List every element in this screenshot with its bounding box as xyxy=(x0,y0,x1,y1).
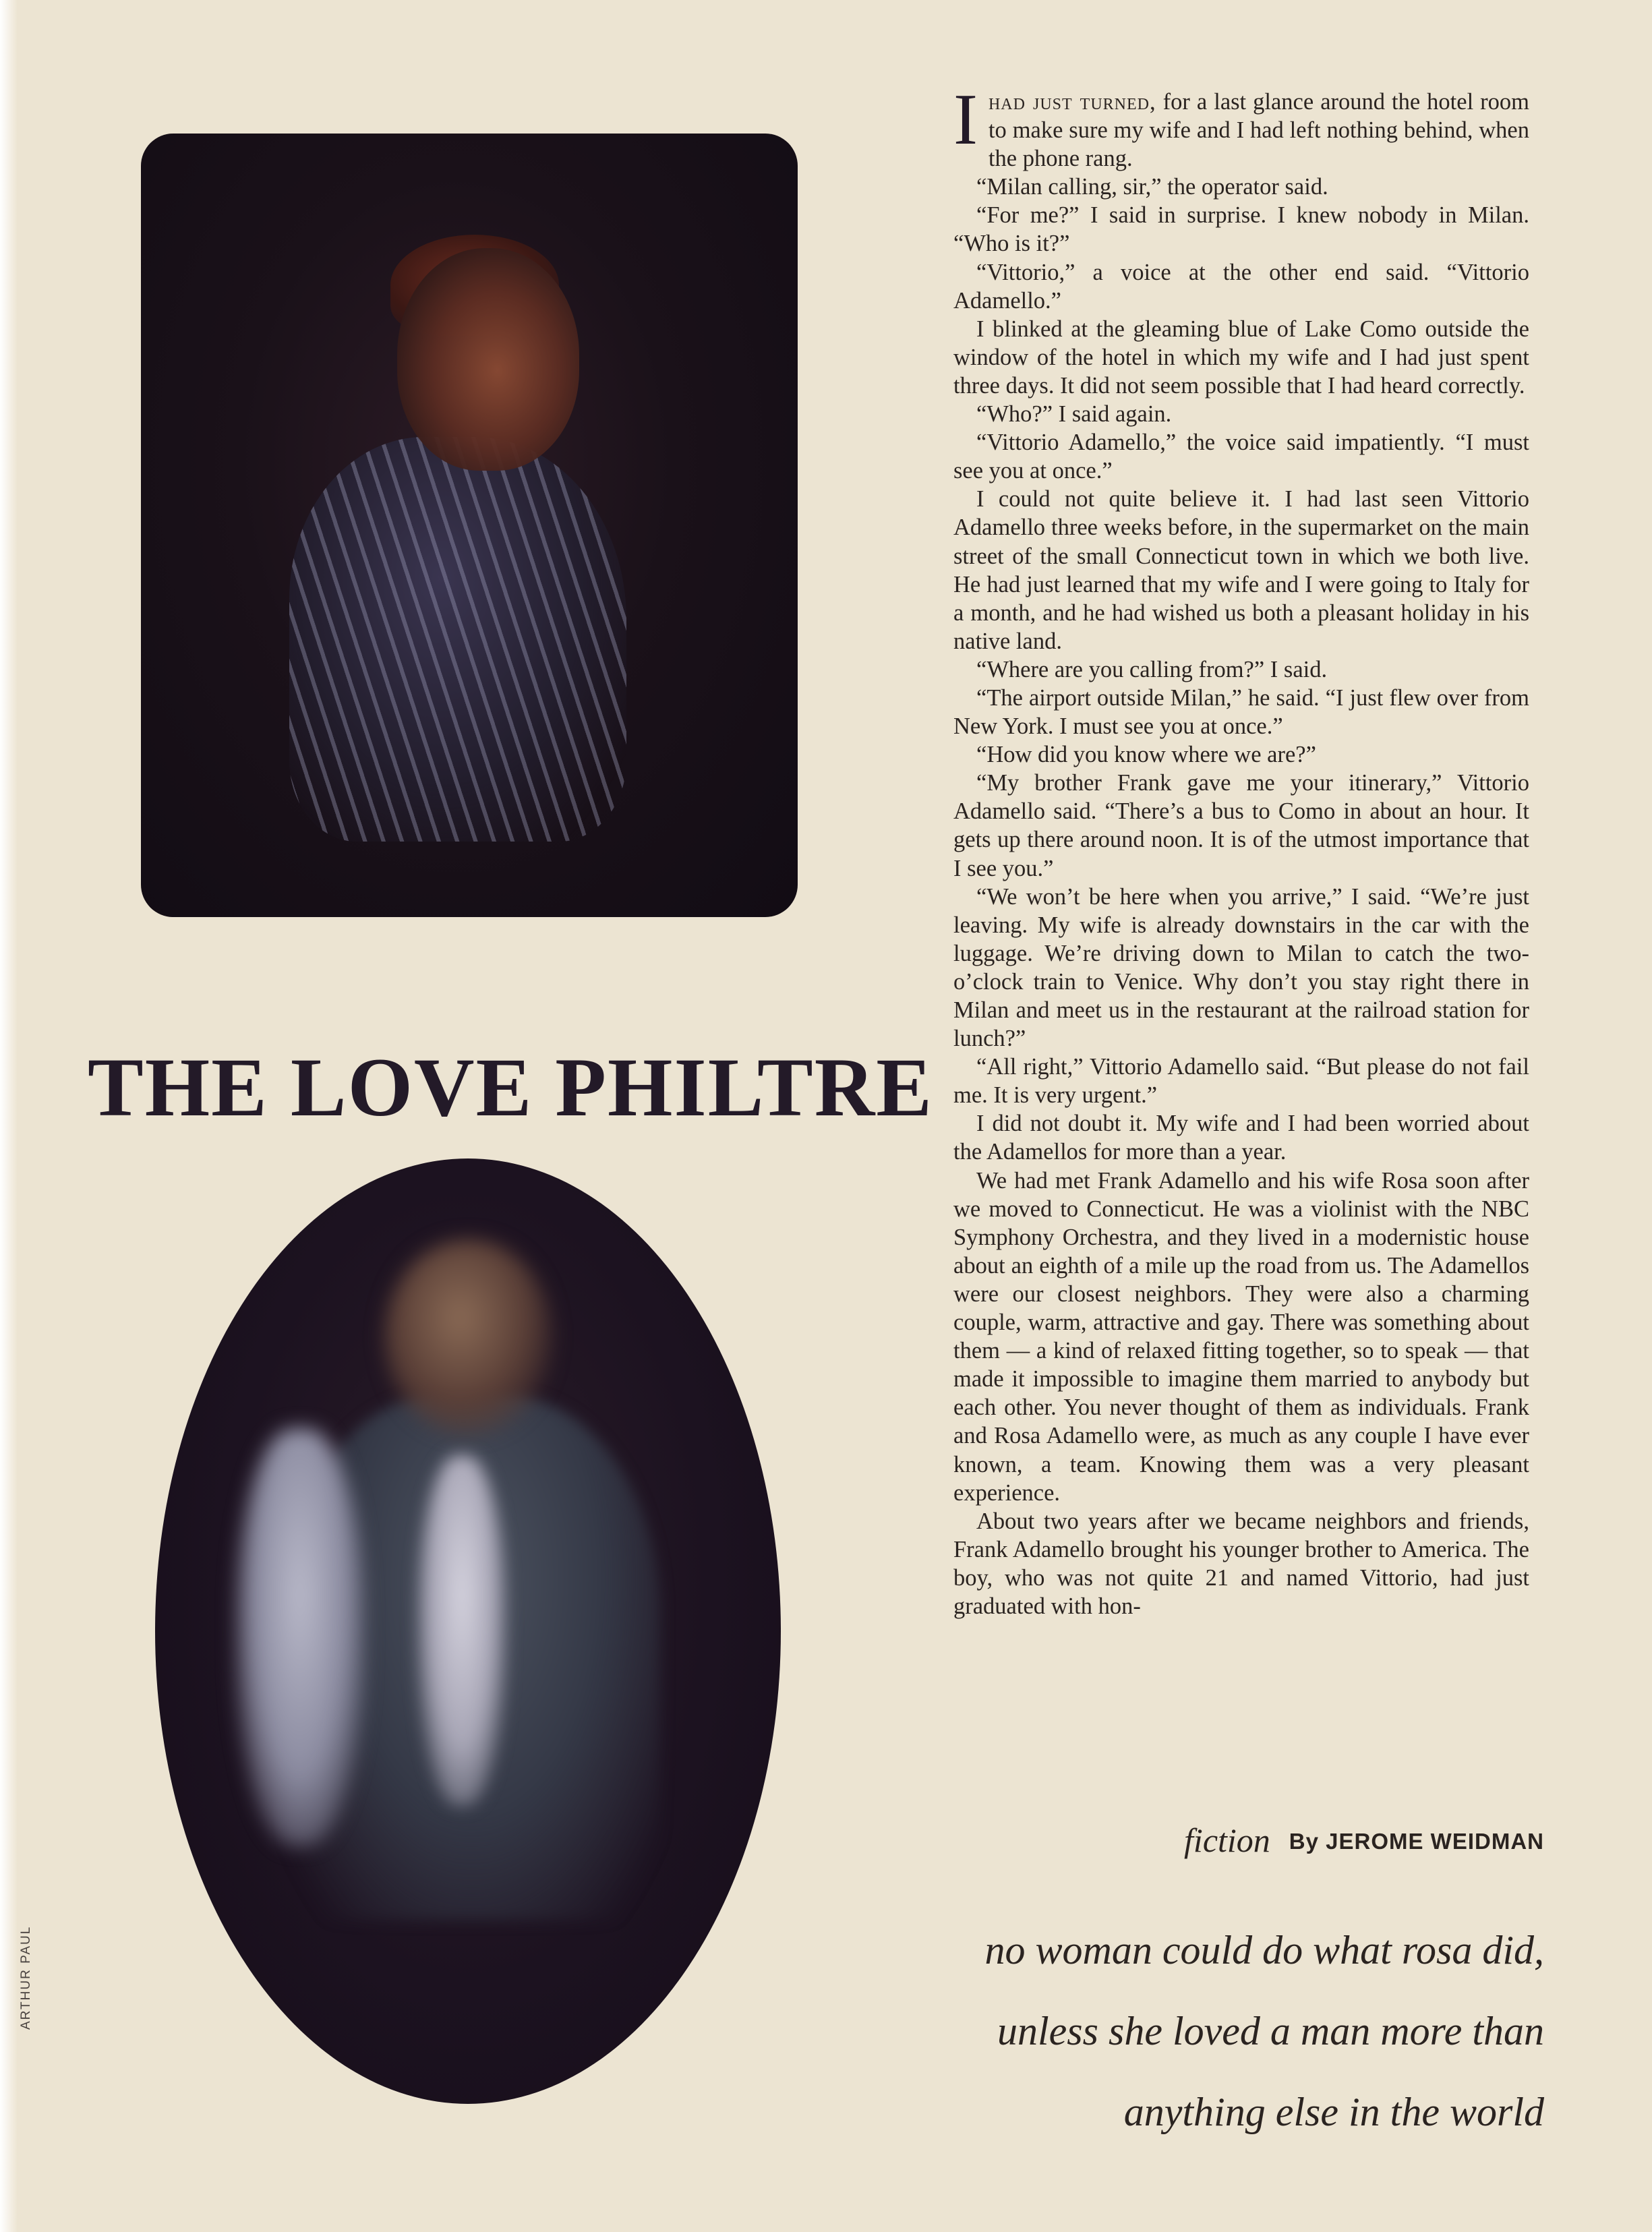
illustrator-credit: ARTHUR PAUL xyxy=(19,1925,33,2030)
story-paragraph: “Milan calling, sir,” the operator said. xyxy=(976,174,1328,200)
lead-smallcaps: had just turned, xyxy=(988,89,1156,115)
byline xyxy=(1184,1821,1544,1860)
photo-figure-head xyxy=(397,248,579,471)
story-paragraph: “Vittorio,” a voice at the other end said. “Vittorio Adamello.” xyxy=(953,259,1529,314)
story-paragraph: “Vittorio Adamello,” the voice said impatiently. “I must see you at once.” xyxy=(953,430,1529,484)
story-paragraph: I did not doubt it. My wife and I had been worried about the Adamellos for more than a year. xyxy=(953,1111,1529,1165)
story-paragraph: “My brother Frank gave me your itinerary,” Vittorio Adamello said. “There’s a bus to Como in about an hour. It gets up there around noon. It is of the utmost importance that I see you.” xyxy=(953,770,1529,881)
deck-line: unless she loved a man more than xyxy=(997,2009,1544,2053)
author-name: By JEROME WEIDMAN xyxy=(1289,1829,1544,1854)
oval-photograph xyxy=(155,1158,781,2104)
story-paragraph: We had met Frank Adamello and his wife Rosa soon after we moved to Connecticut. He was a violinist with the NBC Symphony Orchestra, and they lived in a modernistic house about an eighth of a mile up the road from us. The Adamellos were our closest neighbors. They were also a charming couple, warm, attractive and gay. There was something about them — a kind of relaxed fitting together, so to speak — that made it impossible to imagine them married to anybody but each other. You never thought of them as individuals. Frank and Rosa Adamello were, as much as any couple I have ever known, a team. Knowing them was a very pleasant experience. xyxy=(953,1167,1529,1506)
deck-line: anything else in the world xyxy=(1123,2090,1544,2134)
photo-figure-shirtfront xyxy=(418,1455,506,1806)
story-paragraph: “All right,” Vittorio Adamello said. “But please do not fail me. It is very urgent.” xyxy=(953,1054,1529,1109)
story-paragraph: “Where are you calling from?” I said. xyxy=(976,656,1328,682)
lead-text: for a last glance around the hotel room to make sure my wife and I had left nothing behind, when the phone rang. xyxy=(988,89,1530,172)
photo-figure-sleeve xyxy=(236,1428,364,1846)
story-column xyxy=(953,80,1530,1620)
story-paragraph: About two years after we became neighbors and friends, Frank Adamello brought his younger brother to America. The boy, who was not quite 21 and named Vittorio, had just graduated with hon- xyxy=(953,1508,1529,1619)
story-paragraph: “We won’t be here when you arrive,” I said. “We’re just leaving. My wife is already downstairs in the car with the luggage. We’re driving down to Milan to catch the two-o’clock train to Venice. Why don’t you stay right there in Milan and meet us in the restaurant at the railroad station for lunch?” xyxy=(953,883,1529,1052)
story-lead-paragraph xyxy=(953,80,1530,173)
story-paragraph: I blinked at the gleaming blue of Lake Como outside the window of the hotel in which my wife and I had just spent three days. It did not seem possible that I had heard correctly. xyxy=(953,316,1529,399)
story-paragraph: I could not quite believe it. I had last seen Vittorio Adamello three weeks before, in the supermarket on the main street of the small Connecticut town in which we both live. He had just learned that my wife and I were going to Italy for a month, and he had wished us both a pleasant holiday in his native land. xyxy=(953,486,1529,654)
article-title: THE LOVE PHILTRE xyxy=(88,1041,934,1134)
story-paragraph: “How did you know where we are?” xyxy=(976,742,1316,768)
section-label: fiction xyxy=(1184,1821,1270,1859)
page-edge xyxy=(0,0,18,2232)
story-paragraph: “Who?” I said again. xyxy=(976,401,1172,428)
photo-figure-shirt xyxy=(289,437,626,842)
top-photograph xyxy=(141,134,798,917)
drop-cap: I xyxy=(953,80,978,160)
story-paragraph: “For me?” I said in surprise. I knew nobody in Milan. “Who is it?” xyxy=(953,202,1529,257)
story-paragraph: “The airport outside Milan,” he said. “I just flew over from New York. I must see you at once.” xyxy=(953,684,1529,740)
photo-figure-head-blurred xyxy=(384,1239,553,1435)
deck-line: no woman could do what rosa did, xyxy=(984,1928,1544,1972)
